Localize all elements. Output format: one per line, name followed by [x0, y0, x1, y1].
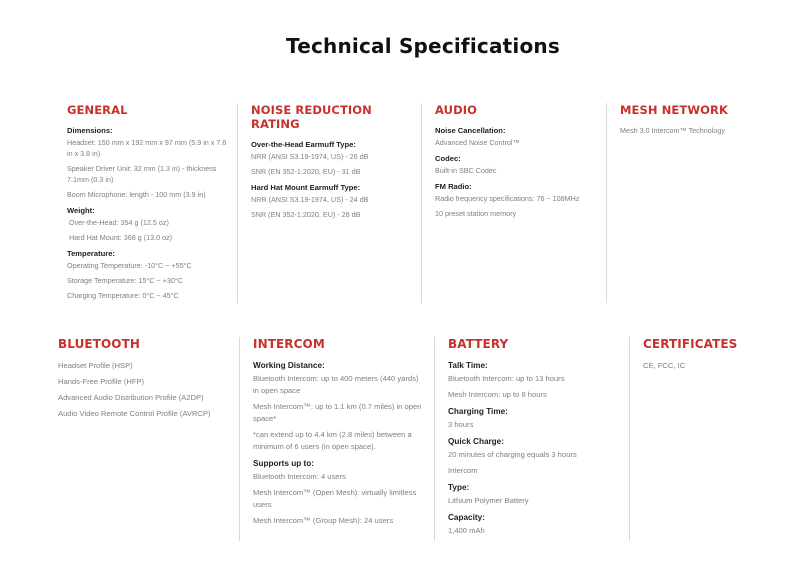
spec-label: Temperature: — [67, 249, 115, 258]
spec-value: Radio frequency specifications: 76 ~ 108MHz — [435, 194, 580, 203]
spec-value: Advanced Audio Distribution Profile (A2DP) — [58, 393, 204, 402]
spec-label: Weight: — [67, 206, 95, 215]
spec-group — [67, 248, 227, 301]
spec-group — [251, 139, 411, 177]
spec-group — [253, 458, 424, 527]
spec-value: Charging Temperature: 0°C ~ 45°C — [67, 291, 179, 300]
spec-column-general — [67, 103, 238, 303]
spec-value: Mesh Intercom: up to 8 hours — [448, 390, 547, 399]
spec-value: NRR (ANSI S3.19-1974, US) - 24 dB — [251, 195, 369, 204]
spec-label: Over-the-Head Earmuff Type: — [251, 140, 356, 149]
spec-group — [67, 125, 227, 200]
spec-value: Bluetooth Intercom: up to 400 meters (440 yards) in open space — [253, 374, 419, 395]
spec-value: Bluetooth Intercom: 4 users — [253, 472, 346, 481]
spec-group — [448, 406, 619, 431]
spec-group — [435, 181, 596, 219]
spec-label: Dimensions: — [67, 126, 113, 135]
spec-value: Mesh Intercom™ (Group Mesh): 24 users — [253, 516, 394, 525]
spec-group — [435, 125, 596, 148]
spec-value: Mesh Intercom™ (Open Mesh): virtually limitless users — [253, 488, 417, 509]
spec-value: Mesh 3.0 Intercom™ Technology — [620, 126, 725, 135]
spec-column-intercom — [253, 337, 435, 541]
spec-value: Boom Microphone: length - 100 mm (3.9 in) — [67, 190, 206, 199]
spec-group — [251, 182, 411, 220]
spec-value: Operating Temperature: -10°C ~ +55°C — [67, 261, 192, 270]
spec-value: 3 hours — [448, 420, 474, 429]
column-title: GENERAL — [67, 103, 128, 117]
spec-value: CE, FCC, IC — [643, 361, 686, 370]
spec-value: Bluetooth Intercom: up to 13 hours — [448, 374, 565, 383]
column-title: NOISE REDUCTION RATING — [251, 103, 372, 131]
spec-group — [448, 512, 619, 537]
spec-label: Hard Hat Mount Earmuff Type: — [251, 183, 361, 192]
spec-column-mesh-network — [620, 103, 770, 303]
spec-value: Audio Video Remote Control Profile (AVRCP) — [58, 409, 211, 418]
spec-value: *can extend up to 4.4 km (2.8 miles) between a minimum of 6 users (in open space). — [253, 430, 412, 451]
spec-label: Noise Cancellation: — [435, 126, 506, 135]
column-title: AUDIO — [435, 103, 477, 117]
spec-value: Hands-Free Profile (HFP) — [58, 377, 145, 386]
spec-column-battery — [448, 337, 630, 541]
spec-group — [435, 153, 596, 176]
spec-value: Hard Hat Mount: 368 g (13.0 oz) — [69, 233, 173, 242]
spec-value: SNR (EN 352-1:2020, EU) - 31 dB — [251, 167, 361, 176]
spec-value: NRR (ANSI S3.19-1974, US) - 26 dB — [251, 152, 369, 161]
spec-label: Working Distance: — [253, 361, 325, 370]
spec-value: Headset Profile (HSP) — [58, 361, 133, 370]
spec-label: Codec: — [435, 154, 461, 163]
spec-group — [448, 360, 619, 401]
page-title: Technical Specifications — [286, 34, 560, 58]
spec-group — [67, 205, 227, 243]
column-title: CERTIFICATES — [643, 337, 738, 351]
spec-value: Lithium Polymer Battery — [448, 496, 529, 505]
column-title: MESH NETWORK — [620, 103, 728, 117]
column-title: BATTERY — [448, 337, 509, 351]
spec-value: Headset: 150 mm x 192 mm x 97 mm (5.9 in x 7.6 in x 3.8 in) — [67, 138, 227, 158]
spec-column-audio — [435, 103, 607, 303]
spec-value: SNR (EN 352-1:2020, EU) - 28 dB — [251, 210, 361, 219]
column-title: INTERCOM — [253, 337, 325, 351]
spec-group — [448, 436, 619, 477]
spec-label: Type: — [448, 483, 470, 492]
spec-value: 1,400 mAh — [448, 526, 485, 535]
spec-value: Storage Temperature: 15°C ~ +30°C — [67, 276, 183, 285]
spec-label: Quick Charge: — [448, 437, 504, 446]
spec-value: Built-in SBC Codec — [435, 166, 497, 175]
spec-label: Supports up to: — [253, 459, 314, 468]
spec-value: Advanced Noise Control™ — [435, 138, 520, 147]
column-title: BLUETOOTH — [58, 337, 141, 351]
spec-value: Over-the-Head: 354 g (12.5 oz) — [69, 218, 169, 227]
spec-group — [448, 482, 619, 507]
spec-value: Mesh Intercom™: up to 1.1 km (0.7 miles) in open space* — [253, 402, 422, 423]
spec-label: Talk Time: — [448, 361, 488, 370]
spec-group — [253, 360, 424, 453]
spec-column-bluetooth — [58, 337, 240, 541]
spec-value: 20 minutes of charging equals 3 hours — [448, 450, 577, 459]
spec-value: 10 preset station memory — [435, 209, 517, 218]
spec-label: Charging Time: — [448, 407, 508, 416]
spec-value: Speaker Driver Unit: 32 mm (1.3 in) - thickness 7.1mm (0.3 in) — [67, 164, 217, 184]
spec-column-certificates — [643, 337, 773, 541]
spec-label: Capacity: — [448, 513, 485, 522]
spec-value: Intercom — [448, 466, 478, 475]
spec-label: FM Radio: — [435, 182, 472, 191]
spec-column-noise-reduction-rating — [251, 103, 422, 303]
